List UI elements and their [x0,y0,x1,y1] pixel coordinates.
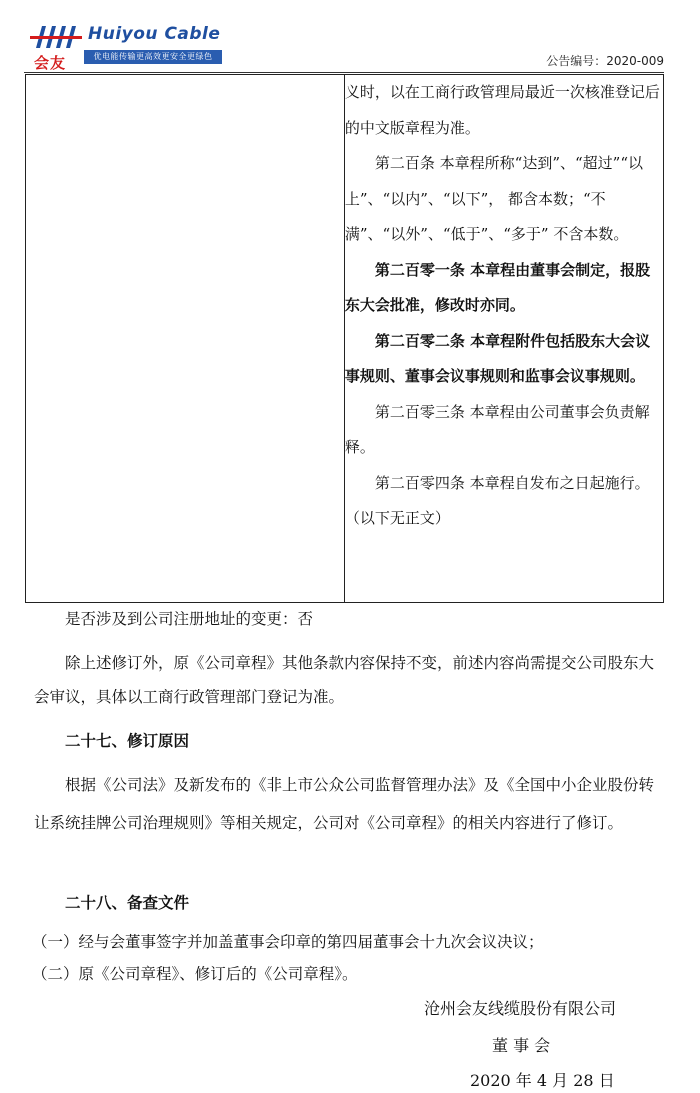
revised-paragraph: 第二百条 本章程所称“达到”、“超过”“以上”、“以内”、“以下”， 都含本数；“不满”、“以外”、“低于”、“多于” 不含本数。 [344,154,644,243]
signature-board: 董 事 会 [492,1036,551,1055]
revised-paragraph: （以下无正文） [344,509,450,527]
logo-brand-en: Huiyou Cable [88,24,221,44]
original-text-cell [26,75,345,603]
other-clauses-text: 除上述修订外，原《公司章程》其他条款内容保持不变，前述内容尚需提交公司股东大会审议，具体以工商行政管理部门登记为准。 [34,654,655,706]
page-header [24,20,664,72]
reference-documents-list [32,926,662,990]
revised-paragraph: 第二百零四条 本章程自发布之日起施行。 [374,473,650,492]
logo-mark-icon [28,22,88,54]
registered-address-text: 是否涉及到公司注册地址的变更：否 [65,610,314,628]
revised-paragraph: 第二百零二条 本章程附件包括股东大会议事规则、董事会议事规则和监事会议事规则。 [344,331,651,385]
logo-slogan: 优电能传输更高效更安全更绿色 [84,50,222,64]
revised-paragraph: 第二百零一条 本章程由董事会制定，报股东大会批准，修改时亦同。 [344,260,651,314]
revised-text-cell [344,75,663,603]
section-27-title: 二十七、修订原因 [65,731,190,750]
header-divider [24,72,664,73]
reference-document-item: （二）原《公司章程》、修订后的《公司章程》。 [32,965,358,983]
section-27-heading [34,728,664,754]
registered-address-line [34,606,664,632]
section-28-heading [34,890,664,916]
company-logo [24,20,224,72]
signature-company: 沧州会友线缆股份有限公司 [424,999,617,1018]
other-clauses-paragraph [34,646,664,714]
section-27-paragraph [34,766,664,842]
notice-number: 公告编号：2020-009 [546,54,664,68]
section-27-text: 根据《公司法》及新发布的《非上市公众公司监督管理办法》及《全国中小企业股份转让系统挂牌公司治理规则》等相关规定，公司对《公司章程》的相关内容进行了修订。 [34,776,655,832]
amendment-comparison-table [25,74,664,603]
revised-paragraph: 义时，以在工商行政管理局最近一次核准登记后的中文版章程为准。 [344,83,660,137]
reference-document-item: （一）经与会董事签字并加盖董事会印章的第四届董事会十九次会议决议； [32,933,544,951]
revised-paragraph: 第二百零三条 本章程由公司董事会负责解释。 [344,402,650,456]
section-28-title: 二十八、备查文件 [65,893,190,912]
signature-date: 2020 年 4 月 28 日 [470,1071,615,1090]
logo-brand-zh: 会友 [34,54,67,72]
